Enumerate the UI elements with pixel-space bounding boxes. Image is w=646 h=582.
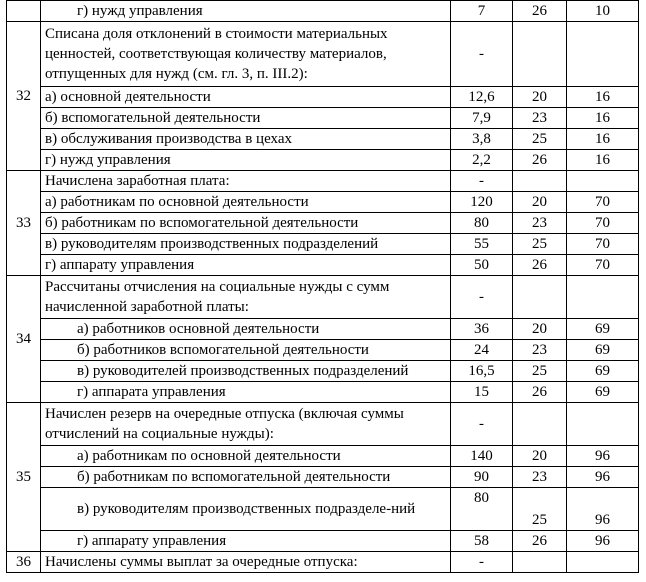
table-row bbox=[7, 213, 639, 234]
table-row bbox=[7, 22, 639, 87]
table-row bbox=[7, 361, 639, 382]
amount-cell: - bbox=[451, 403, 513, 446]
operation-text: г) нужд управления bbox=[41, 150, 451, 171]
debit-cell bbox=[513, 171, 567, 192]
credit-cell: 16 bbox=[567, 129, 639, 150]
amount-cell: - bbox=[451, 171, 513, 192]
operation-text: б) работникам по вспомогательной деятельности bbox=[41, 213, 451, 234]
table-row bbox=[7, 467, 639, 488]
row-number: 36 bbox=[7, 552, 41, 573]
amount-cell: 80 bbox=[451, 213, 513, 234]
table-row bbox=[7, 150, 639, 171]
debit-cell: 25 bbox=[513, 361, 567, 382]
debit-cell: 26 bbox=[513, 1, 567, 22]
amount-cell: - bbox=[451, 22, 513, 87]
credit-cell: 10 bbox=[567, 1, 639, 22]
operation-text: а) основной деятельности bbox=[41, 87, 451, 108]
operation-text: Начислена заработная плата: bbox=[41, 171, 451, 192]
operation-text: а) работникам по основной деятельности bbox=[41, 192, 451, 213]
debit-cell: 20 bbox=[513, 87, 567, 108]
debit-cell bbox=[513, 552, 567, 573]
operation-text: в) руководителям производственных подразделений bbox=[41, 234, 451, 255]
amount-cell: 36 bbox=[451, 319, 513, 340]
amount-cell: 80 bbox=[451, 488, 513, 531]
ledger-table-wrapper bbox=[6, 0, 638, 573]
operation-text: г) нужд управления bbox=[41, 1, 451, 22]
table-row bbox=[7, 276, 639, 319]
amount-cell: 55 bbox=[451, 234, 513, 255]
credit-cell bbox=[567, 22, 639, 87]
ledger-table bbox=[6, 0, 639, 573]
table-row bbox=[7, 129, 639, 150]
amount-cell: - bbox=[451, 276, 513, 319]
debit-cell: 20 bbox=[513, 319, 567, 340]
row-number bbox=[7, 1, 41, 22]
table-row bbox=[7, 488, 639, 531]
operation-text: г) аппарата управления bbox=[41, 382, 451, 403]
operation-text: Списана доля отклонений в стоимости материальных ценностей, соответствующая количеству материалов, отпущенных для нужд (см. гл. 3, п. III.2): bbox=[41, 22, 451, 87]
table-row bbox=[7, 403, 639, 446]
amount-cell: 2,2 bbox=[451, 150, 513, 171]
credit-cell bbox=[567, 403, 639, 446]
table-row bbox=[7, 1, 639, 22]
amount-cell: 3,8 bbox=[451, 129, 513, 150]
operation-text: Начислен резерв на очередные отпуска (включая суммы отчислений на социальные нужды): bbox=[41, 403, 451, 446]
credit-cell: 70 bbox=[567, 255, 639, 276]
credit-cell bbox=[567, 276, 639, 319]
table-row bbox=[7, 87, 639, 108]
amount-cell: 7,9 bbox=[451, 108, 513, 129]
table-row bbox=[7, 192, 639, 213]
debit-cell: 23 bbox=[513, 213, 567, 234]
credit-cell: 69 bbox=[567, 382, 639, 403]
debit-cell bbox=[513, 403, 567, 446]
debit-cell: 20 bbox=[513, 192, 567, 213]
credit-cell: 70 bbox=[567, 234, 639, 255]
table-row bbox=[7, 234, 639, 255]
row-number: 33 bbox=[7, 171, 41, 276]
operation-text: б) работников вспомогательной деятельности bbox=[41, 340, 451, 361]
credit-cell: 16 bbox=[567, 87, 639, 108]
debit-cell bbox=[513, 276, 567, 319]
table-row bbox=[7, 319, 639, 340]
table-row bbox=[7, 446, 639, 467]
row-number: 34 bbox=[7, 276, 41, 403]
credit-cell: 69 bbox=[567, 319, 639, 340]
amount-cell: 90 bbox=[451, 467, 513, 488]
table-row bbox=[7, 171, 639, 192]
amount-cell: 140 bbox=[451, 446, 513, 467]
row-number: 32 bbox=[7, 22, 41, 171]
operation-text: в) руководителям производственных подразделе-ний bbox=[41, 488, 451, 531]
debit-cell: 23 bbox=[513, 467, 567, 488]
operation-text: а) работников основной деятельности bbox=[41, 319, 451, 340]
debit-cell: 26 bbox=[513, 531, 567, 552]
debit-cell: 26 bbox=[513, 150, 567, 171]
table-row bbox=[7, 552, 639, 573]
table-row bbox=[7, 531, 639, 552]
debit-cell: 25 bbox=[513, 488, 567, 531]
row-number: 35 bbox=[7, 403, 41, 552]
table-row bbox=[7, 382, 639, 403]
debit-cell: 23 bbox=[513, 108, 567, 129]
amount-cell: 120 bbox=[451, 192, 513, 213]
debit-cell: 25 bbox=[513, 234, 567, 255]
credit-cell bbox=[567, 552, 639, 573]
operation-text: г) аппарату управления bbox=[41, 531, 451, 552]
credit-cell: 70 bbox=[567, 213, 639, 234]
credit-cell: 96 bbox=[567, 488, 639, 531]
debit-cell bbox=[513, 22, 567, 87]
operation-text: Начислены суммы выплат за очередные отпуска: bbox=[41, 552, 451, 573]
amount-cell: 50 bbox=[451, 255, 513, 276]
credit-cell: 16 bbox=[567, 108, 639, 129]
credit-cell: 96 bbox=[567, 446, 639, 467]
credit-cell: 96 bbox=[567, 531, 639, 552]
credit-cell bbox=[567, 171, 639, 192]
amount-cell: 15 bbox=[451, 382, 513, 403]
amount-cell: 7 bbox=[451, 1, 513, 22]
operation-text: б) вспомогательной деятельности bbox=[41, 108, 451, 129]
debit-cell: 20 bbox=[513, 446, 567, 467]
credit-cell: 69 bbox=[567, 361, 639, 382]
table-row bbox=[7, 255, 639, 276]
operation-text: г) аппарату управления bbox=[41, 255, 451, 276]
debit-cell: 26 bbox=[513, 255, 567, 276]
operation-text: в) руководителей производственных подразделений bbox=[41, 361, 451, 382]
debit-cell: 23 bbox=[513, 340, 567, 361]
table-row bbox=[7, 340, 639, 361]
amount-cell: 58 bbox=[451, 531, 513, 552]
operation-text: Рассчитаны отчисления на социальные нужды с сумм начисленной заработной платы: bbox=[41, 276, 451, 319]
amount-cell: - bbox=[451, 552, 513, 573]
operation-text: б) работникам по вспомогательной деятельности bbox=[41, 467, 451, 488]
credit-cell: 16 bbox=[567, 150, 639, 171]
table-row bbox=[7, 108, 639, 129]
credit-cell: 96 bbox=[567, 467, 639, 488]
amount-cell: 24 bbox=[451, 340, 513, 361]
amount-cell: 12,6 bbox=[451, 87, 513, 108]
credit-cell: 70 bbox=[567, 192, 639, 213]
credit-cell: 69 bbox=[567, 340, 639, 361]
debit-cell: 25 bbox=[513, 129, 567, 150]
amount-cell: 16,5 bbox=[451, 361, 513, 382]
operation-text: в) обслуживания производства в цехах bbox=[41, 129, 451, 150]
debit-cell: 26 bbox=[513, 382, 567, 403]
operation-text: а) работникам по основной деятельности bbox=[41, 446, 451, 467]
